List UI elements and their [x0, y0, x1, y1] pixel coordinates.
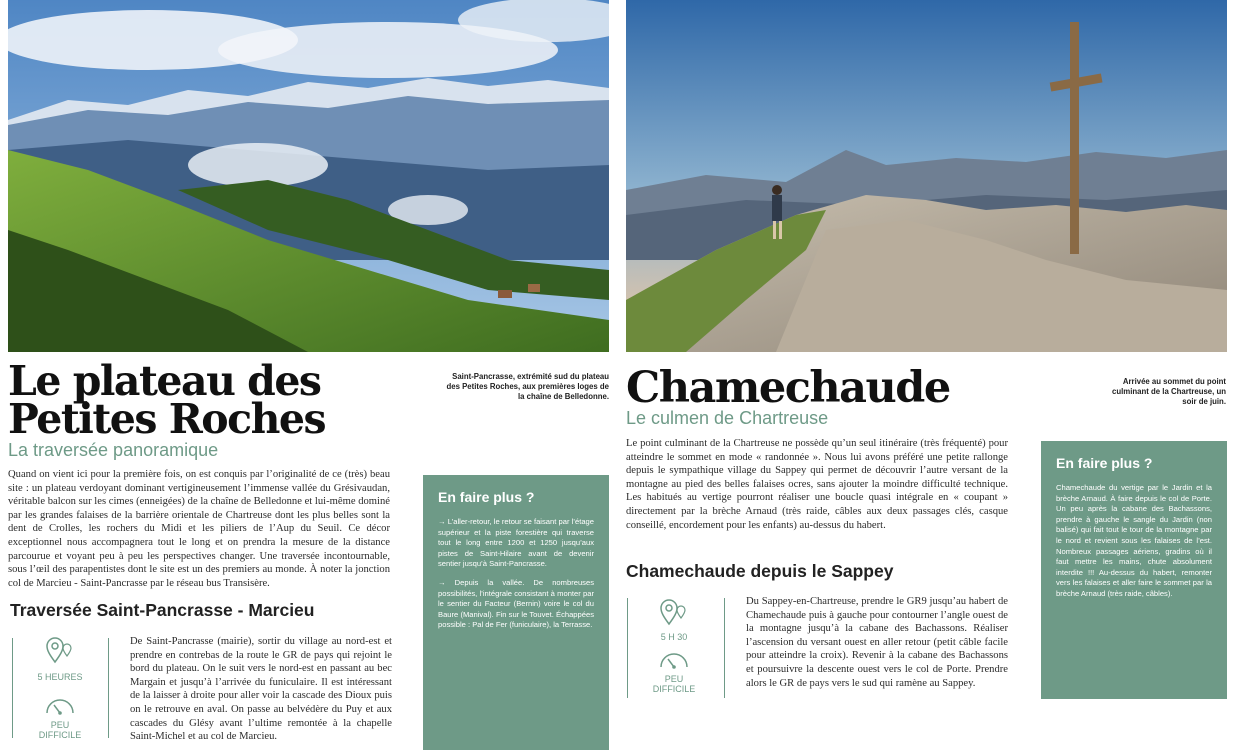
left-difficulty-1: PEU: [50, 720, 70, 730]
left-more-box: [423, 475, 609, 750]
left-route-text: De Saint-Pancrasse (mairie), sortir du village au nord-est et prendre en contrebas de la route le GR de pays qui rejoint le bord du plateau. On le suit vers le nord-est en passant au bec Margain et jusqu’à l’arrivée du funiculaire. Il est intéressant de la laisser à droite pour aller voir la cascade des Dioux puis on le retrouve en aval. On passe au belvédère du Puy et aux cascades du Glésy avant l’ultime remontée à la chapelle Saint-Michel et au col de Marcieu.: [130, 636, 392, 743]
left-duration: 5 HEURES: [37, 672, 83, 682]
right-box-p1: Chamechaude du vertige par le Jardin et la brèche Arnaud. À faire depuis le col de Porte. Un peu après la cabane des Bachassons, prendre à gauche le sangle du Jardin (non balisé) qui fait tout le tour de la montagne par le nord et revient sous les falaises de l’est. Nombreux passages aériens, gradins où il faut mettre les mains, chute absolument interdite !!! Au-dessus du habert, remonter vers les falaises et aller faire le sommet par la brèche Arnaud (très raide, câbles).: [1056, 483, 1212, 598]
left-subtitle: La traversée panoramique: [8, 440, 219, 460]
left-box-p2: → Depuis la vallée. De nombreuses possibilités, l’intégrale consistant à monter par le sentier du Facteur (Bernin) voire le col du Baure (Manival). Fin sur le Touvet. Échappées possible : Pal de Fer (funiculaire), la Terrasse.: [438, 577, 594, 630]
right-title: Chamechaude: [626, 363, 950, 413]
map-pin-icon: [43, 636, 77, 666]
map-pin-icon: [657, 598, 691, 628]
left-title-line1: Le plateau des: [8, 357, 321, 405]
right-difficulty-2: DIFFICILE: [652, 684, 696, 694]
right-subtitle: Le culmen de Chartreuse: [626, 408, 829, 428]
right-duration: 5 H 30: [660, 632, 688, 642]
right-more-box: [1041, 441, 1227, 699]
left-box-heading: En faire plus ?: [438, 489, 535, 505]
right-info-divider-start: [627, 598, 628, 698]
gauge-icon: [658, 650, 690, 670]
left-section-title: Traversée Saint-Pancrasse - Marcieu: [10, 600, 315, 620]
left-intro-text: Quand on vient ici pour la première fois, on est conquis par l’originalité de ce (très) beau site : un plateau verdoyant dominant vertigineusement l’immense vallée du Grésivaudan, véritable balcon sur les cimes (enneigées) de la chaîne de Belledonne et lui-même dominé par les grandes falaises de la barrière orientale de Chartreuse dont les plus belles sont la dent de Crolles, les rochers du Midi et les piliers de l’Aup du Seuil. Ce décor exceptionnel nous accompagnera tout le long et on prendra la mesure de la distance parcourue et voyant peu à peu les perspectives changer. Une traversée incontournable, sous l’œil des parapentistes dont le site est un des premiers au monde. À noter la jonction col de Marcieu - Saint-Pancrasse par le réseau bus Transisère.: [8, 469, 390, 589]
left-info-divider: [108, 638, 109, 738]
right-info-divider: [724, 598, 725, 698]
right-route-text: Du Sappey-en-Chartreuse, prendre le GR9 jusqu’au habert de Chamechaude puis à gauche pour contourner l’angle ouest de la montagne jusqu’à la cabane des Bachassons. Réaliser l’ascension du versant ouest en aller retour (petit câble facile pour atteindre la croix). Revenir à la cabane des Bachassons et poursuivre la descente ouest vers le col de Porte. Prendre alors le GR de pays vers le sud qui ramène au Sappey.: [746, 596, 1008, 689]
photo-chamechaude: [626, 0, 1227, 352]
left-title-line2: Petites Roches: [8, 395, 326, 443]
right-section-title: Chamechaude depuis le Sappey: [626, 561, 894, 581]
right-difficulty-1: PEU: [664, 674, 684, 684]
left-duration-block: [22, 636, 98, 740]
left-info-divider-start: [12, 638, 13, 738]
right-intro-text: Le point culminant de la Chartreuse ne possède qu’un seul itinéraire (très fréquenté) pour atteindre le sommet en mode « randonnée ». Nous lui avons préféré une petite rallonge depuis le sympathique village du Sappey qui permet de découvrir l’autre versant de la montagne au pied des belles falaises ocres, sans ajouter la moindre difficulté technique. Les habitués au vertige pourront réaliser une boucle quasi intégrale en « coupant » directement par la brèche Arnaud (très raide, câbles aux deux passages clés, casque conseillé, encordement pour les enfants) au-dessus du habert.: [626, 438, 1008, 531]
gauge-icon: [44, 696, 76, 716]
right-photo-caption: Arrivée au sommet du point culminant de la Chartreuse, un soir de juin.: [1112, 377, 1226, 406]
left-photo-caption: Saint-Pancrasse, extrémité sud du plateau des Petites Roches, aux premières loges de la chaîne de Belledonne.: [446, 372, 609, 401]
right-box-heading: En faire plus ?: [1056, 455, 1153, 471]
right-duration-block: [636, 598, 712, 694]
left-box-p1: → L’aller-retour, le retour se faisant par l’étage supérieur et la piste forestière qui traverse tout le long entre 1200 et 1250 jusqu’aux pistes de Saint-Hilaire avant de devenir sentier jusqu’à Saint-Pancrasse.: [438, 517, 594, 569]
left-difficulty-2: DIFFICILE: [38, 730, 82, 740]
photo-petites-roches: [8, 0, 609, 352]
